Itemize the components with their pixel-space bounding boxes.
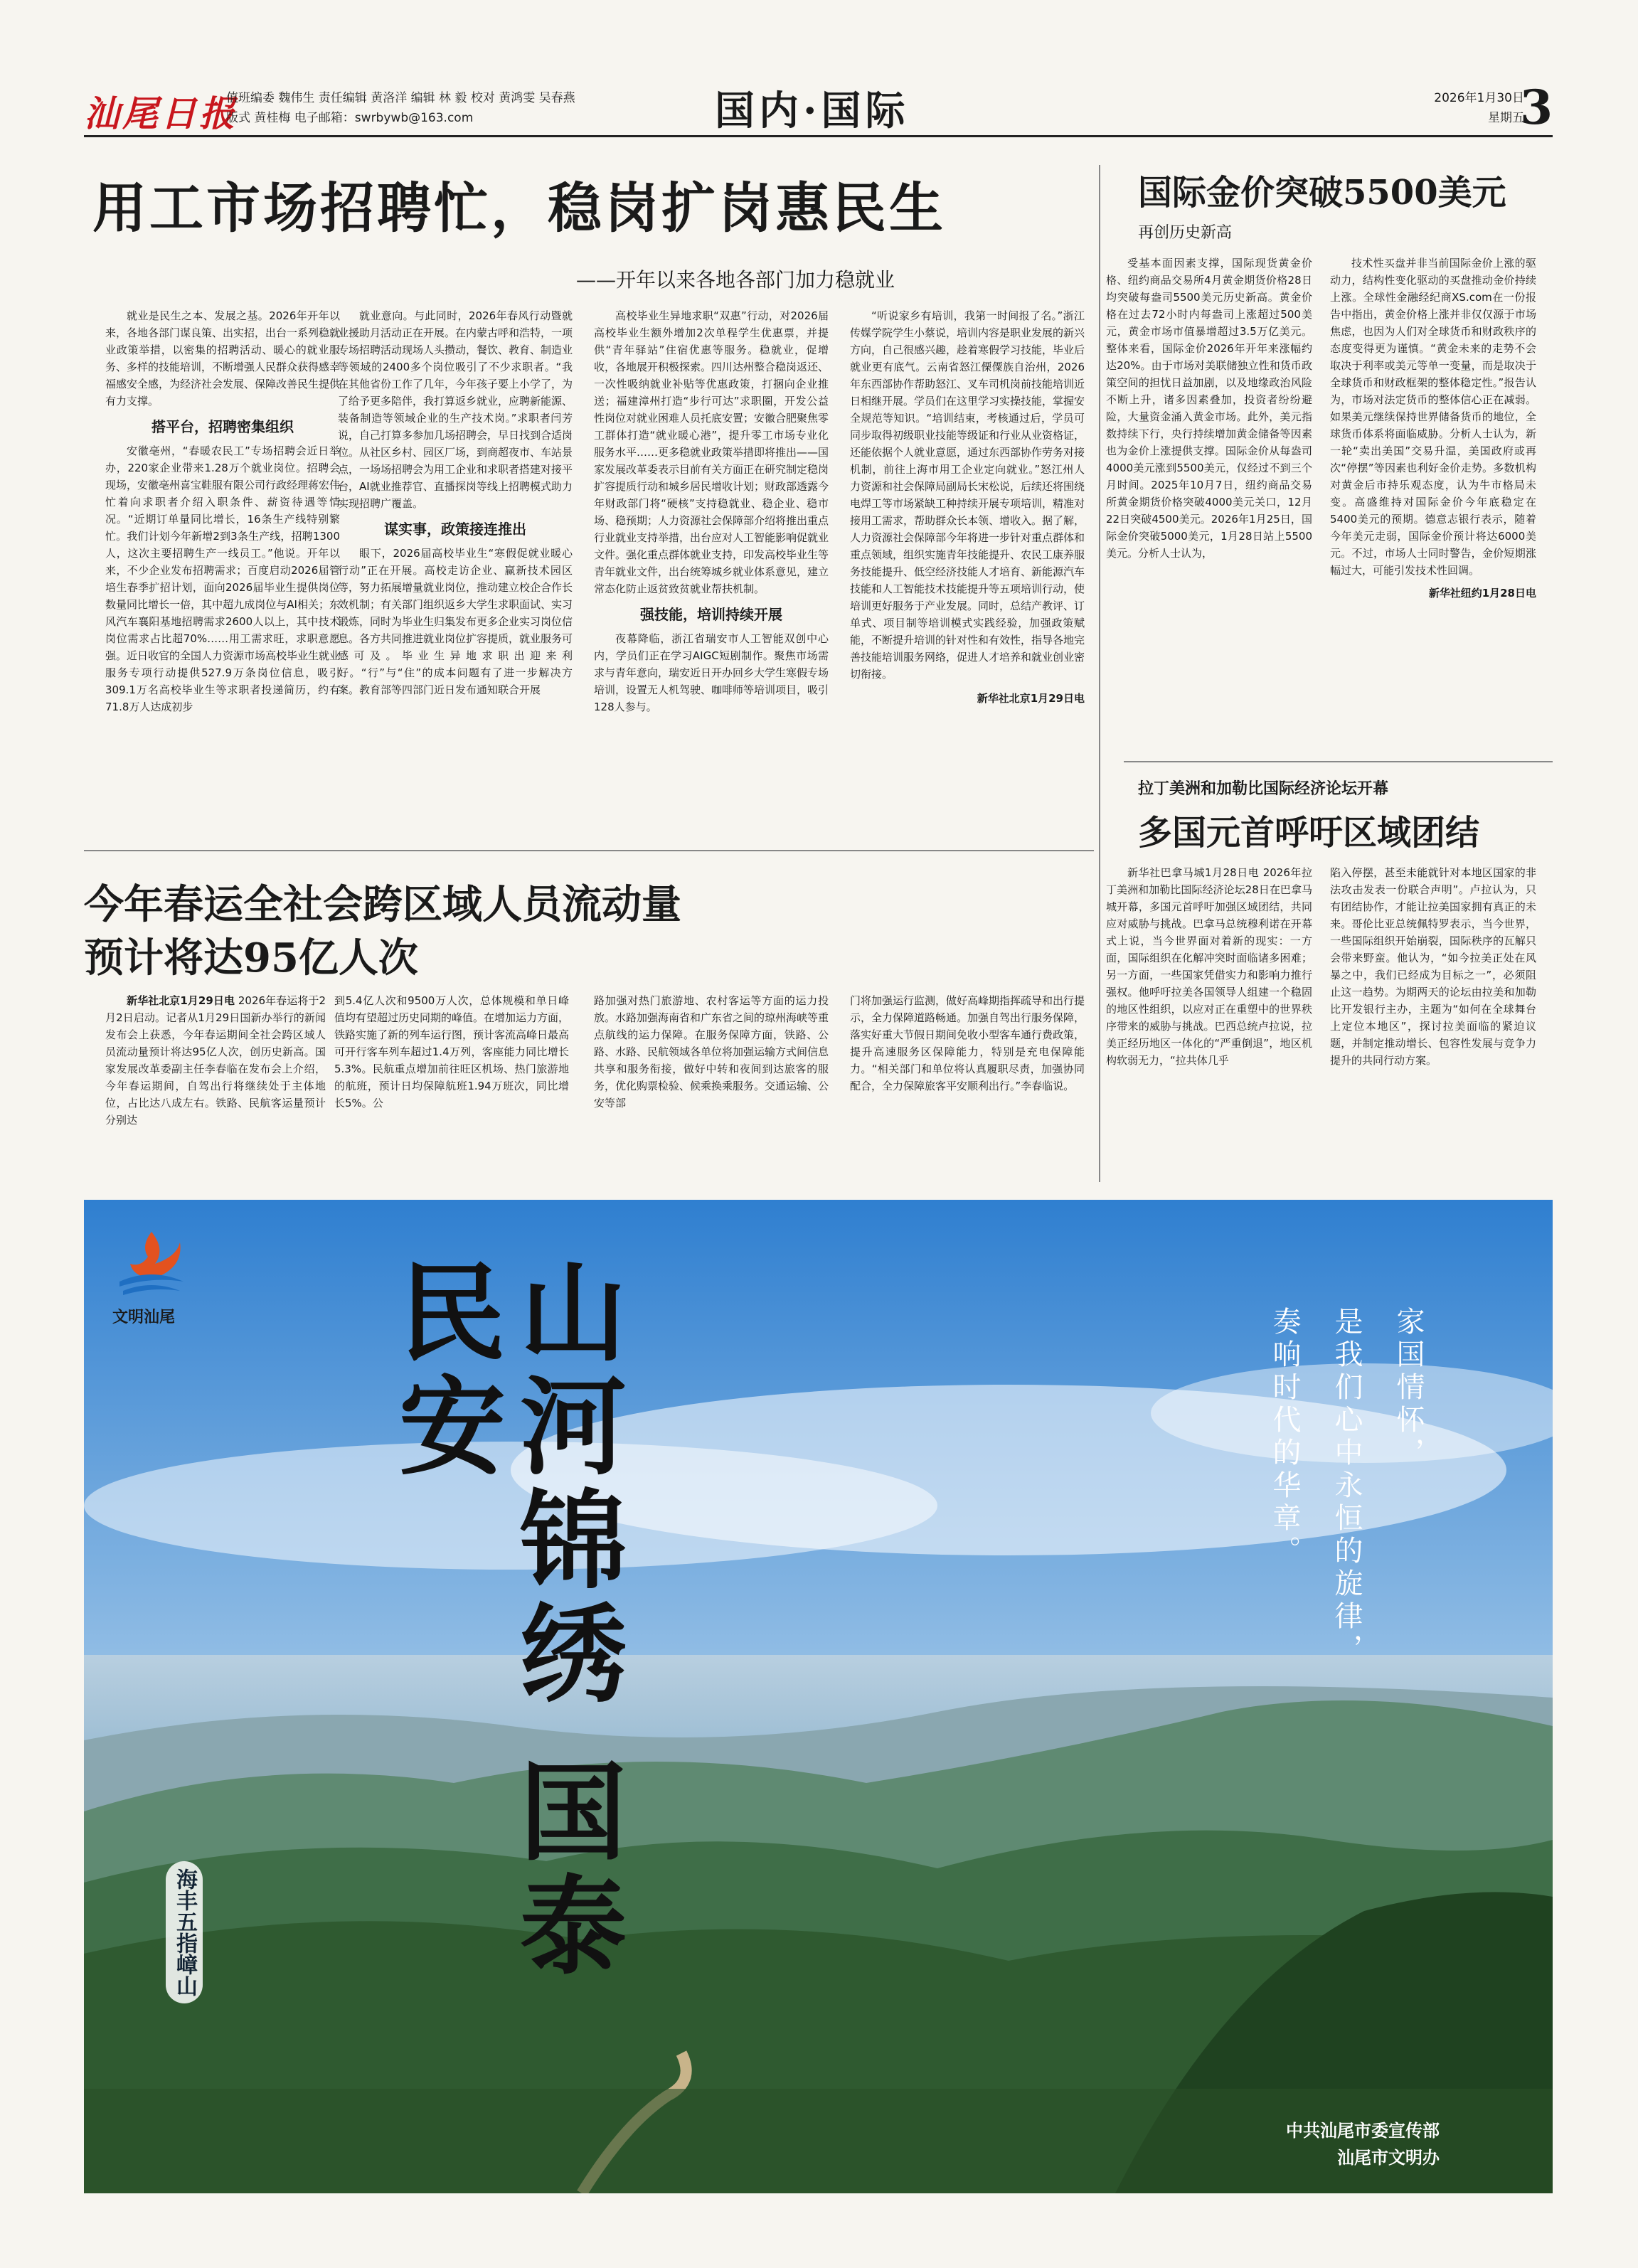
poem-line: 是我们心中永恒的旋律， [1330,1306,1363,1666]
article1-subhead-1: 搭平台，招聘密集组织 [151,418,294,435]
page-number: 3 [1520,80,1553,135]
article3-subtitle: 再创历史新高 [1138,224,1233,242]
feature-big-title: 山河锦绣 国泰民安 [381,1257,627,1984]
article1-subtitle: ——开年以来各地各部门加力稳就业 [576,268,895,292]
wenming-logo-icon [112,1228,191,1299]
article2-para: 路加强对热门旅游地、农村客运等方面的运力投放。水路加强海南省和广东省之间的琼州海峡等重点航线的运力保障。在服务保障方面，铁路、公路、水路、民航领域各单位将加强运输方式间信息共享和服务衔接，做好中转和夜间到达旅客的服务，优化购票检验、候乘换乘服务。交通运输、公安等部 [594,994,829,1109]
article2-col1 [105,992,326,1129]
article2-title-line2: 预计将达95亿人次 [84,935,418,981]
article1-para: 眼下，2026届高校毕业生“寒假促就业暖心行动”正在开展。高校走访企业、赢新技术园区等，努力拓展增量就业岗位，推动建立校企合作长效机制；有关部门组织返乡大学生求职面试、实习锻炼，同时为毕业生归集发布更多企业实习岗位信息。各方共同推进就业岗位扩容提质，就业服务可感可及。毕业生异地求职出迎来利好。“行”与“住”的成本问题有了进一步解决方案。教育部等四部门近日发布通知联合开展 [338,547,573,696]
logo-text: 文明汕尾 [112,1308,176,1326]
issue-weekday: 星期五 [1488,111,1524,125]
article3-dateline: 新华社纽约1月28日电 [1428,587,1536,600]
article4-title: 多国元首呼吁区域团结 [1138,813,1480,853]
section-rule [1124,761,1553,762]
article1-col4 [850,307,1085,707]
article2-para: 2026年春运将于2月2日启动。记者从1月29日国新办举行的新闻发布会上获悉，今年春运期间全社会跨区域人员流动量预计将达95亿人次，创历史新高。国家发展改革委副主任李春临在发布会上介绍，今年春运期间，自驾出行将继续处于主体地位，占比达八成左右。铁路、民航客运量预计分别达 [105,994,326,1127]
masthead-meta [226,88,575,128]
article1-subhead-3: 强技能，培训持续开展 [640,606,782,623]
column-divider [1099,165,1100,1182]
article1-col3 [594,307,829,715]
header-rule [84,135,1553,137]
location-label [166,1861,203,2003]
feature-photo [84,1200,1553,2193]
article1-col1 [105,307,340,715]
article2-col4 [850,992,1085,1095]
layout-line: 版式 黄桂梅 电子邮箱：swrbywb@163.com [226,111,474,125]
article2-col2 [334,992,569,1112]
article1-lead-para: 就业是民生之本、发展之基。2026年开年以来，各地各部门谋良策、出实招，出台一系列稳就业政策举措，以密集的招聘活动、暖心的就业服务、多样的技能培训，不断增强人民群众获得感幸福感安全感，为经济社会发展、保障改善民生提供有力支撑。 [105,309,341,408]
article4-para: 新华社巴拿马城1月28日电 2026年拉丁美洲和加勒比国际经济论坛28日在巴拿马城开幕，多国元首呼吁加强区域团结，共同应对威胁与挑战。巴拿马总统穆利诺在开幕式上说，当今世界面对着新的现实：一方面，国际组织在化解冲突时面临诸多困难；另一方面，一些国家凭借实力和影响力推行强权。他呼吁拉美各国领导人组建一个稳固的地区性组织，以应对正在重塑中的世界秩序带来的威胁与挑战。巴西总统卢拉说，拉美正经历地区一体化的“严重倒退”，地区机构软弱无力，“拉共体几乎 [1106,866,1312,1067]
article1-dateline: 新华社北京1月29日电 [977,692,1085,705]
article3-col1 [1106,255,1312,562]
article1-col2 [338,307,573,698]
article2-para: 门将加强运行监测，做好高峰期指挥疏导和出行提示，全力保障道路畅通。加强自驾出行服务保障，落实好重大节假日期间免收小型客车通行费政策，提升高速服务区保障能力，特别是充电保障能力。“相关部门和单位将认真履职尽责，加强协同配合，全力保障旅客平安顺利出行。”李春临说。 [850,994,1085,1092]
article1-para: 就业意向。与此同时，2026年春风行动暨就业援助月活动正在开展。在内蒙古呼和浩特，一项专场招聘活动现场人头攒动，餐饮、教育、制造业等领域的2400多个岗位吸引了不少求职者。“我在其他省份工作了几年，今年孩子要上小学了，为了给予更多陪伴，我打算返乡就业，应聘新能源、装备制造等领域企业的生产技术岗。”求职者闫芳说，自己打算多参加几场招聘会，早日找到合适岗位。从社区乡村、园区厂场，到商超夜市、车站景点，一场场招聘会为用工企业和求职者搭建对接平台，AI就业推荐官、直播探岗等线上招聘模式助力实现招聘广覆盖。 [338,309,573,510]
article1-para: 夜幕降临，浙江省瑞安市人工智能双创中心内，学员们正在学习AIGC短剧制作。聚焦市场需求与青年意向，瑞安近日开办回乡大学生寒假专场培训，设置无人机驾驶、咖啡师等培训项目，吸引128人参与。 [594,632,829,713]
masthead-logo: 汕尾日报 [84,92,238,134]
article2-para: 到5.4亿人次和9500万人次，总体规模和单日峰值均有望超过历史同期的峰值。在增加运力方面，铁路实施了新的列车运行图，预计客流高峰日最高可开行客车列车超过1.4万列，客座能力同比增长5.3%。民航重点增加前往旺区机场、热门旅游地的航班，预计日均保障航班1.94万班次，同比增长5%。公 [334,994,570,1109]
article4-para: 陷入停摆，甚至未能就针对本地区国家的非法攻击发表一份联合声明”。卢拉认为，只有团结协作，才能让拉美国家拥有真正的未来。哥伦比亚总统佩特罗表示，当今世界，一些国际组织开始崩裂，国际秩序的瓦解只会带来野蛮。他认为，“如今拉美正处在风暴之中，我们已经成为目标之一”，必须阻止这一趋势。为期两天的论坛由拉美和加勒比开发银行主办，主题为“如何在全球舞台上定位本地区”，探讨拉美面临的紧迫议题，并制定推动增长、包容性发展与竞争力提升的共同行动方案。 [1330,866,1536,1067]
article3-para: 技术性买盘并非当前国际金价上涨的驱动力，结构性变化驱动的买盘推动金价持续上涨。全球性金融经纪商XS.com在一份报告中指出，黄金价格上涨并非仅仅源于市场焦虑，也因为人们对全球货币和财政秩序的态度变得更为谨慎。“黄金未来的走势不会取决于利率或美元等单一变量，而是取决于全球货币和财政框架的整体稳定性。”报告认为，市场对法定货币的整体信心正在减弱。如果美元继续保持世界储备货币的地位，全球货币体系将面临威胁。分析人士认为，新一轮“卖出美国”交易升温，美国政府或再次“停摆”等因素也利好金价走势。多数机构对黄金后市持乐观态度，认为牛市格局未变。高盛维持对国际金价今年底稳定在5400美元的预期。德意志银行表示，随着今年美元走弱，国际金价预计将达6000美元。不过，市场人士同时警告，金价短期涨幅过大，可能引发技术性回调。 [1330,257,1536,577]
article4-col2 [1330,864,1536,1069]
article2-col3 [594,992,829,1112]
article4-col1 [1106,864,1312,1069]
location-text: 海丰五指嶂山 [172,1868,197,1996]
issue-date: 2026年1月30日 [1434,91,1524,105]
article4-kicker: 拉丁美洲和加勒比国际经济论坛开幕 [1138,780,1389,798]
credit-line: 汕尾市文明办 [1337,2147,1440,2168]
article2-title-line1: 今年春运全社会跨区域人员流动量 [84,881,681,928]
poem-line: 奏响时代的华章。 [1268,1306,1301,1568]
section-rule [84,850,1094,851]
article1-para: 高校毕业生异地求职“双惠”行动，对2026届高校毕业生额外增加2次单程学生优惠票，并提供“青年驿站”住宿优惠等服务。稳就业，促增收，各地展开积极探索。四川达州整合稳岗返还、一次性吸纳就业补贴等优惠政策，打捆向企业推送；福建漳州打造“步行可达”求职圈，开发公益性岗位对就业困难人员托底安置；安徽合肥聚焦零工群体打造“就业暖心港”，提升零工市场专业化服务水平……更多稳就业政策举措即将推出——国家发展改革委表示目前有关方面正在研究制定稳岗扩容提质行动和城乡居民增收计划；财政部透露今年财政部门将“硬核”支持稳就业、稳企业、稳市场、稳预期；人力资源社会保障部介绍将推出重点行业就业支持举措，出台应对人工智能影响促就业文件。强化重点群体就业支持，印发高校毕业生等青年就业文件，出台统筹城乡就业体系意见，建立常态化防止返贫致贫就业帮扶机制。 [594,309,829,595]
article3-col2 [1330,255,1536,602]
editor-line: 值班编委 魏伟生 责任编辑 黄洛洋 编辑 林 毅 校对 黄鸿雯 吴春燕 [226,91,575,105]
feature-credits [1286,2117,1440,2171]
credit-line: 中共汕尾市委宣传部 [1286,2120,1440,2141]
feature-poem [1265,1306,1429,1666]
article1-title: 用工市场招聘忙，稳岗扩岗惠民生 [92,176,946,240]
poem-line: 家国情怀， [1392,1306,1425,1470]
date-box [1434,88,1524,128]
article3-para: 受基本面因素支撑，国际现货黄金价格、纽约商品交易所4月黄金期货价格28日均突破每盎司5500美元历史新高。黄金价格在过去72小时内每盎司上涨超过500美元，黄金市场市值暴增超过3.5万亿美元。整体来看，国际金价2026年开年来涨幅约达20%。由于市场对美联储独立性和货币政策空间的担忧日益加剧，以及地缘政治风险不断上升，诸多因素叠加，投资者纷纷避险，大量资金涌入黄金市场。此外，美元指数持续下行，央行持续增加黄金储备等因素也为金价上涨提供支撑。国际金价从每盎司4000美元涨到5500美元，仅经过不到三个月时间。2025年10月7日，纽约商品交易所黄金期货价格突破4000美元关口，12月22日突破4500美元。2026年1月25日，国际金价突破5000美元，1月28日站上5500美元。分析人士认为， [1106,257,1312,560]
article1-para: 安徽亳州，“春暖农民工”专场招聘会近日举办，220家企业带来1.28万个就业岗位。招聘会现场，安徽亳州喜宝鞋服有限公司行政经理蒋宏伟忙着向求职者介绍入职条件、薪资待遇等情况。“近期订单量同比增长，16条生产线特别繁忙。我们计划今年新增2到3条生产线，招聘1300人，这次主要招聘生产一线员工。”他说。开年以来，不少企业发布招聘需求；百度启动2026届管培生春季扩招计划，面向2026届毕业生提供岗位数量同比增长一倍，其中超九成岗位与AI相关；东风汽车襄阳基地招聘需求2600人以上，其中技术岗位需求占比超70%……用工需求旺，求职意愿强。近日收官的全国人力资源市场高校毕业生就业服务专项行动提供527.9万条岗位信息，吸引309.1万名高校毕业生等求职者投递简历，约有71.8万人达成初步 [105,444,341,713]
article2-lead: 新华社北京1月29日电 [127,994,235,1007]
section-title: 国内·国际 [715,87,910,134]
article3-title: 国际金价突破5500美元 [1138,173,1506,213]
article1-subhead-2: 谋实事，政策接连推出 [384,521,526,538]
article1-para: “听说家乡有培训，我第一时间报了名。”浙江传媒学院学生小蔡说，培训内容是职业发展的新兴方向，自己很感兴趣，趁着寒假学习技能，毕业后就业更有底气。云南省怒江傈僳族自治州，2026年东西部协作帮助怒江、叉车司机岗前技能培训近日相继开展。学员们在这里学习实操技能，掌握安全规范等知识。“培训结束，考核通过后，学员可同步取得初级职业技能等级证和行业从业资格证，还能依据个人就业意愿，通过东西部协作劳务对接机制，前往上海市用工企业定向就业。”怒江州人力资源和社会保障局副局长宋松说，后续还将围绕电焊工等市场紧缺工种持续开展专项培训，精准对接用工需求，帮助群众长本领、增收入。据了解，人力资源社会保障部今年将进一步针对重点群体和重点领域，组织实施青年技能提升、农民工康养服务技能提升、低空经济技能人才培育、新能源汽车技能和人工智能技术技能提升等五项培训行动，使培训更好服务于产业发展。同时，总结产教评、订单式、项目制等培训模式实践经验，加强政策赋能，不断提升培训的针对性和有效性，指导各地完善技能培训服务网络，促进人才培养和就业创业密切衔接。 [850,309,1085,681]
